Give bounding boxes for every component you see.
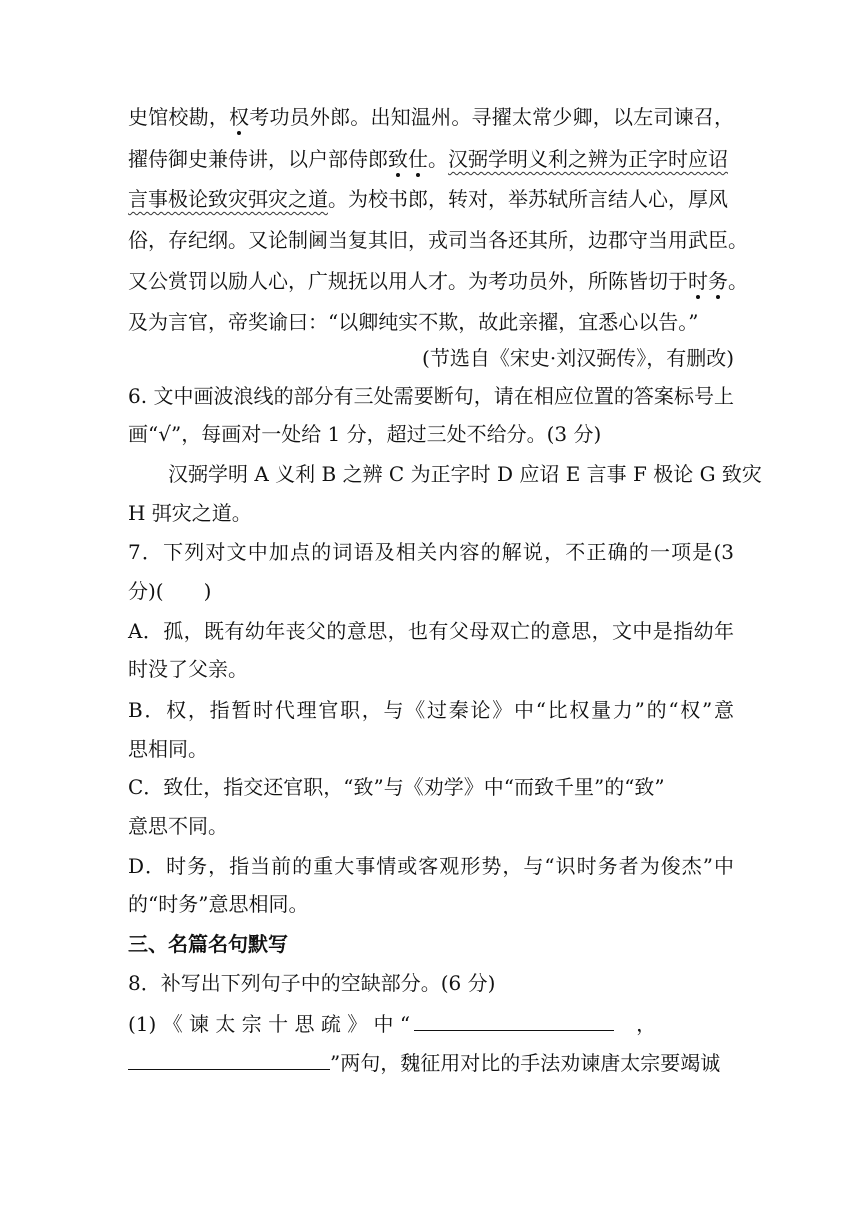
q7-line-2: 分)( ) bbox=[128, 579, 212, 603]
passage-line-5: 又公赏罚以励人心，广规抚以用人才。为考功员外，所陈皆切于时务。 bbox=[128, 269, 748, 293]
emphasis-dot-wu: 务 bbox=[708, 269, 728, 293]
q8-line-1: 8．补写出下列句子中的空缺部分。(6 分) bbox=[128, 971, 496, 995]
q8-item-1-line-2: ”两句，魏征用对比的手法劝谏唐太宗要竭诚 bbox=[128, 1049, 734, 1076]
emphasis-dot-shi2: 时 bbox=[688, 269, 708, 293]
passage-line-6: 及为言官，帝奖谕曰：“以卿纯实不欺，故此亲擢，宜悉心以告。” bbox=[128, 310, 699, 334]
passage-source: (节选自《宋史·刘汉弼传》，有删改) bbox=[422, 346, 734, 370]
passage-line-2: 擢侍御史兼侍讲，以户部侍郎致仕。汉弼学明义利之辨为正字时应诏 bbox=[128, 147, 728, 171]
q7-option-a-line-1: A．孤，既有幼年丧父的意思，也有父母双亡的意思，文中是指幼年 bbox=[128, 619, 734, 643]
emphasis-dot-quan: 权 bbox=[229, 105, 250, 129]
q7-option-a-line-2: 时没了父亲。 bbox=[128, 657, 248, 681]
q6-line-2: 画“√”，每画对一处给 1 分，超过三处不给分。(3 分) bbox=[128, 422, 602, 446]
emphasis-dot-zhi: 致 bbox=[388, 147, 408, 171]
wavy-underline-2: 言事极论致灾弭灾之道 bbox=[128, 187, 328, 211]
q7-option-d-line-1: D．时务，指当前的重大事情或客观形势，与“识时务者为俊杰”中 bbox=[128, 854, 734, 878]
wavy-underline-1: 汉弼学明义利之辨为正字时应诏 bbox=[448, 147, 728, 171]
q7-option-c-line-1: C．致仕，指交还官职，“致”与《劝学》中“而致千里”的“致” bbox=[128, 775, 665, 799]
q7-line-1: 7．下列对文中加点的词语及相关内容的解说，不正确的一项是(3 bbox=[128, 540, 734, 564]
passage-line-4: 俗，存纪纲。又论制阃当复其旧，戎司当各还其所，边郡守当用武臣。 bbox=[128, 228, 748, 252]
q6-line-4: H 弭灾之道。 bbox=[128, 501, 252, 525]
q6-line-3: 汉弼学明 A 义利 B 之辨 C 为正字时 D 应诏 E 言事 F 极论 G 致灾 bbox=[168, 462, 762, 486]
section-heading: 三、名篇名句默写 bbox=[128, 932, 288, 956]
passage-line-3: 言事极论致灾弭灾之道。为校书郎，转对，举苏轼所言结人心，厚风 bbox=[128, 187, 728, 211]
q6-line-1: 6. 文中画波浪线的部分有三处需要断句，请在相应位置的答案标号上 bbox=[128, 384, 734, 408]
q7-option-b-line-1: B．权，指暂时代理官职，与《过秦论》中“比权量力”的“权”意 bbox=[128, 698, 734, 722]
passage-line-1: 史馆校勘，权考功员外郎。出知温州。寻擢太常少卿，以左司谏召， bbox=[128, 105, 735, 129]
q7-option-c-line-2: 意思不同。 bbox=[128, 814, 228, 838]
q7-option-d-line-2: 的“时务”意思相同。 bbox=[128, 892, 309, 916]
emphasis-dot-shi: 仕 bbox=[408, 147, 428, 171]
answer-blank-1[interactable] bbox=[414, 1010, 614, 1031]
answer-blank-2[interactable] bbox=[128, 1049, 330, 1070]
q7-option-b-line-2: 思相同。 bbox=[128, 737, 208, 761]
q8-item-1-line-1: (1) 《 谏 太 宗 十 思 疏 》 中 “ ， bbox=[128, 1012, 657, 1036]
